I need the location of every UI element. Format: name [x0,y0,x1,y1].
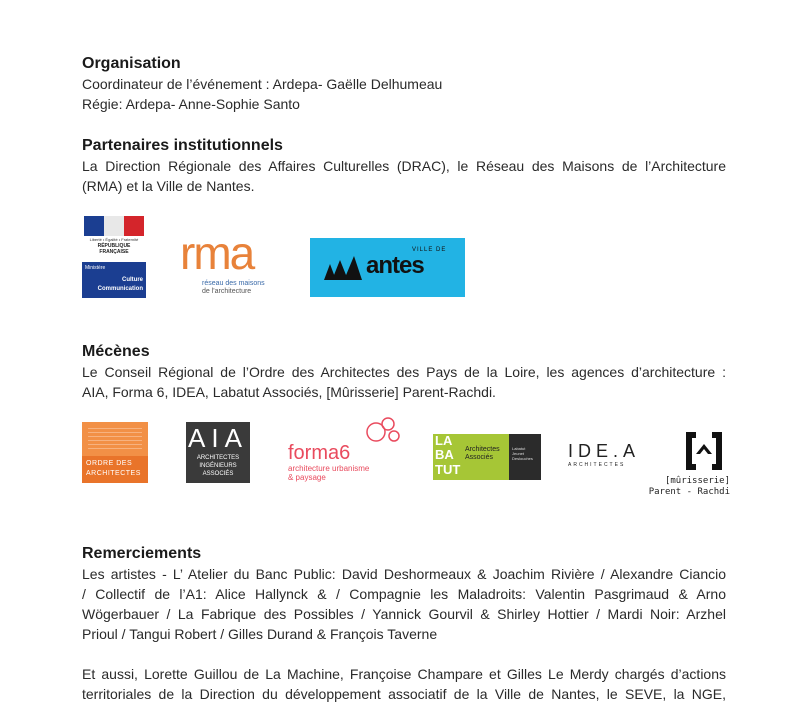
labatut-name2: Jeunet [512,451,525,456]
labatut-associes-logo [433,434,541,480]
ordre-des-architectes-logo [82,422,148,483]
idea-logo [568,441,641,472]
partenaires-heading: Partenaires institutionnels [82,137,283,154]
marianne-motto: Liberté • Égalité • Fraternité [89,237,139,242]
murisserie-line1: [mûrisserie] [664,476,730,486]
remerciements-p2-line2: territoriales de la Direction du développement associatif de la Ville de Nantes, le SEVE, la NGE, [82,686,726,702]
labatut-ba: BA [435,447,454,462]
organisation-line-regie: Régie: Ardepa- Anne-Sophie Santo [82,96,300,112]
organisation-line-coordinator: Coordinateur de l’événement : Ardepa- Gaëlle Delhumeau [82,76,443,92]
remerciements-p1-line1: Les artistes - L’ Atelier du Banc Public: David Deshormeaux & Joachim Rivière / Alexandre Ciancio [82,566,726,582]
aia-line1: ARCHITECTES [196,455,240,461]
aia-line2: INGÉNIEURS [199,463,237,469]
rma-caption-line2: de l'architecture [202,288,252,295]
labatut-assoc2: Associés [465,454,494,461]
labatut-la: LA [435,433,453,448]
mecenes-text-line1: Le Conseil Régional de l’Ordre des Architectes des Pays de la Loire, les agences d’architecture : [82,364,726,380]
rma-caption-line1: réseau des maisons [202,280,265,287]
ordre-line1: ORDRE DES [86,460,133,467]
labatut-name3: Deslouches [512,456,533,461]
forma6-name: forma6 [288,442,351,464]
partenaires-text-line1: La Direction Régionale des Affaires Culturelles (DRAC), le Réseau des Maisons de l’Architecture [82,158,726,174]
aia-logo [186,422,250,483]
communication-label: Communication [97,286,143,292]
idea-name: IDE.A [568,441,641,461]
remerciements-p2-line1: Et aussi, Lorette Guillou de La Machine, Françoise Champare et Gilles Le Merdy chargés d’actions [82,666,726,682]
remerciements-heading: Remerciements [82,545,202,562]
forma6-bubbles [364,416,404,446]
partenaires-section [82,136,726,196]
ville-de-nantes-logo [310,238,465,297]
remerciements-p1-line2: / Collectif de l’A1: Alice Hallynck & / Compagnie les Maladroits: Valentin Pasgrimaud & Arno [82,586,726,602]
labatut-assoc1: Architectes [465,446,500,453]
paragraph-spacer [82,644,726,664]
remerciements-p1-line4: Prioul / Tangui Robert / Gilles Durand & François Taverne [82,626,438,642]
murisserie-line2: Parent - Rachdi [648,487,730,497]
organisation-heading: Organisation [82,55,181,72]
republique-francaise-logo [82,214,146,298]
partenaires-text-line2: (RMA) et la Ville de Nantes. [82,178,255,194]
aia-line3: ASSOCIÉS [202,471,234,477]
rma-logo [180,227,280,304]
mecenes-text-line2: AIA, Forma 6, IDEA, Labatut Associés, [Mûrisserie] Parent-Rachdi. [82,384,496,400]
labatut-tut: TUT [435,462,461,477]
remerciements-section [82,544,726,704]
aia-letters: AIA [188,423,248,453]
culture-label: Culture [122,277,143,283]
remerciements-p1-line3: Wögerbauer / La Fabrique des Possibles / Yannick Gourvil & Shirley Hottier / Mardi Noir: Arzhel [82,606,726,622]
ministere-label: Ministère [85,265,106,271]
mecenes-heading: Mécènes [82,343,150,360]
rma-letters: rma [180,227,254,279]
murisserie-bracket-icon [682,430,726,472]
nantes-small-label: VILLE DE [412,247,447,253]
mecenes-section [82,342,726,402]
forma6-sub2: & paysage [288,473,326,482]
murisserie-logo [640,430,730,506]
nantes-name: antes [366,252,424,279]
idea-sub: ARCHITECTES [568,462,626,468]
forma6-sub1: architecture urbanisme [288,464,370,473]
marianne-title: RÉPUBLIQUE FRANÇAISE [97,243,131,255]
organisation-section [82,54,726,114]
labatut-name1: Labatut [512,446,526,451]
ordre-line2: ARCHITECTES [86,470,141,477]
forma6-logo [288,420,400,486]
